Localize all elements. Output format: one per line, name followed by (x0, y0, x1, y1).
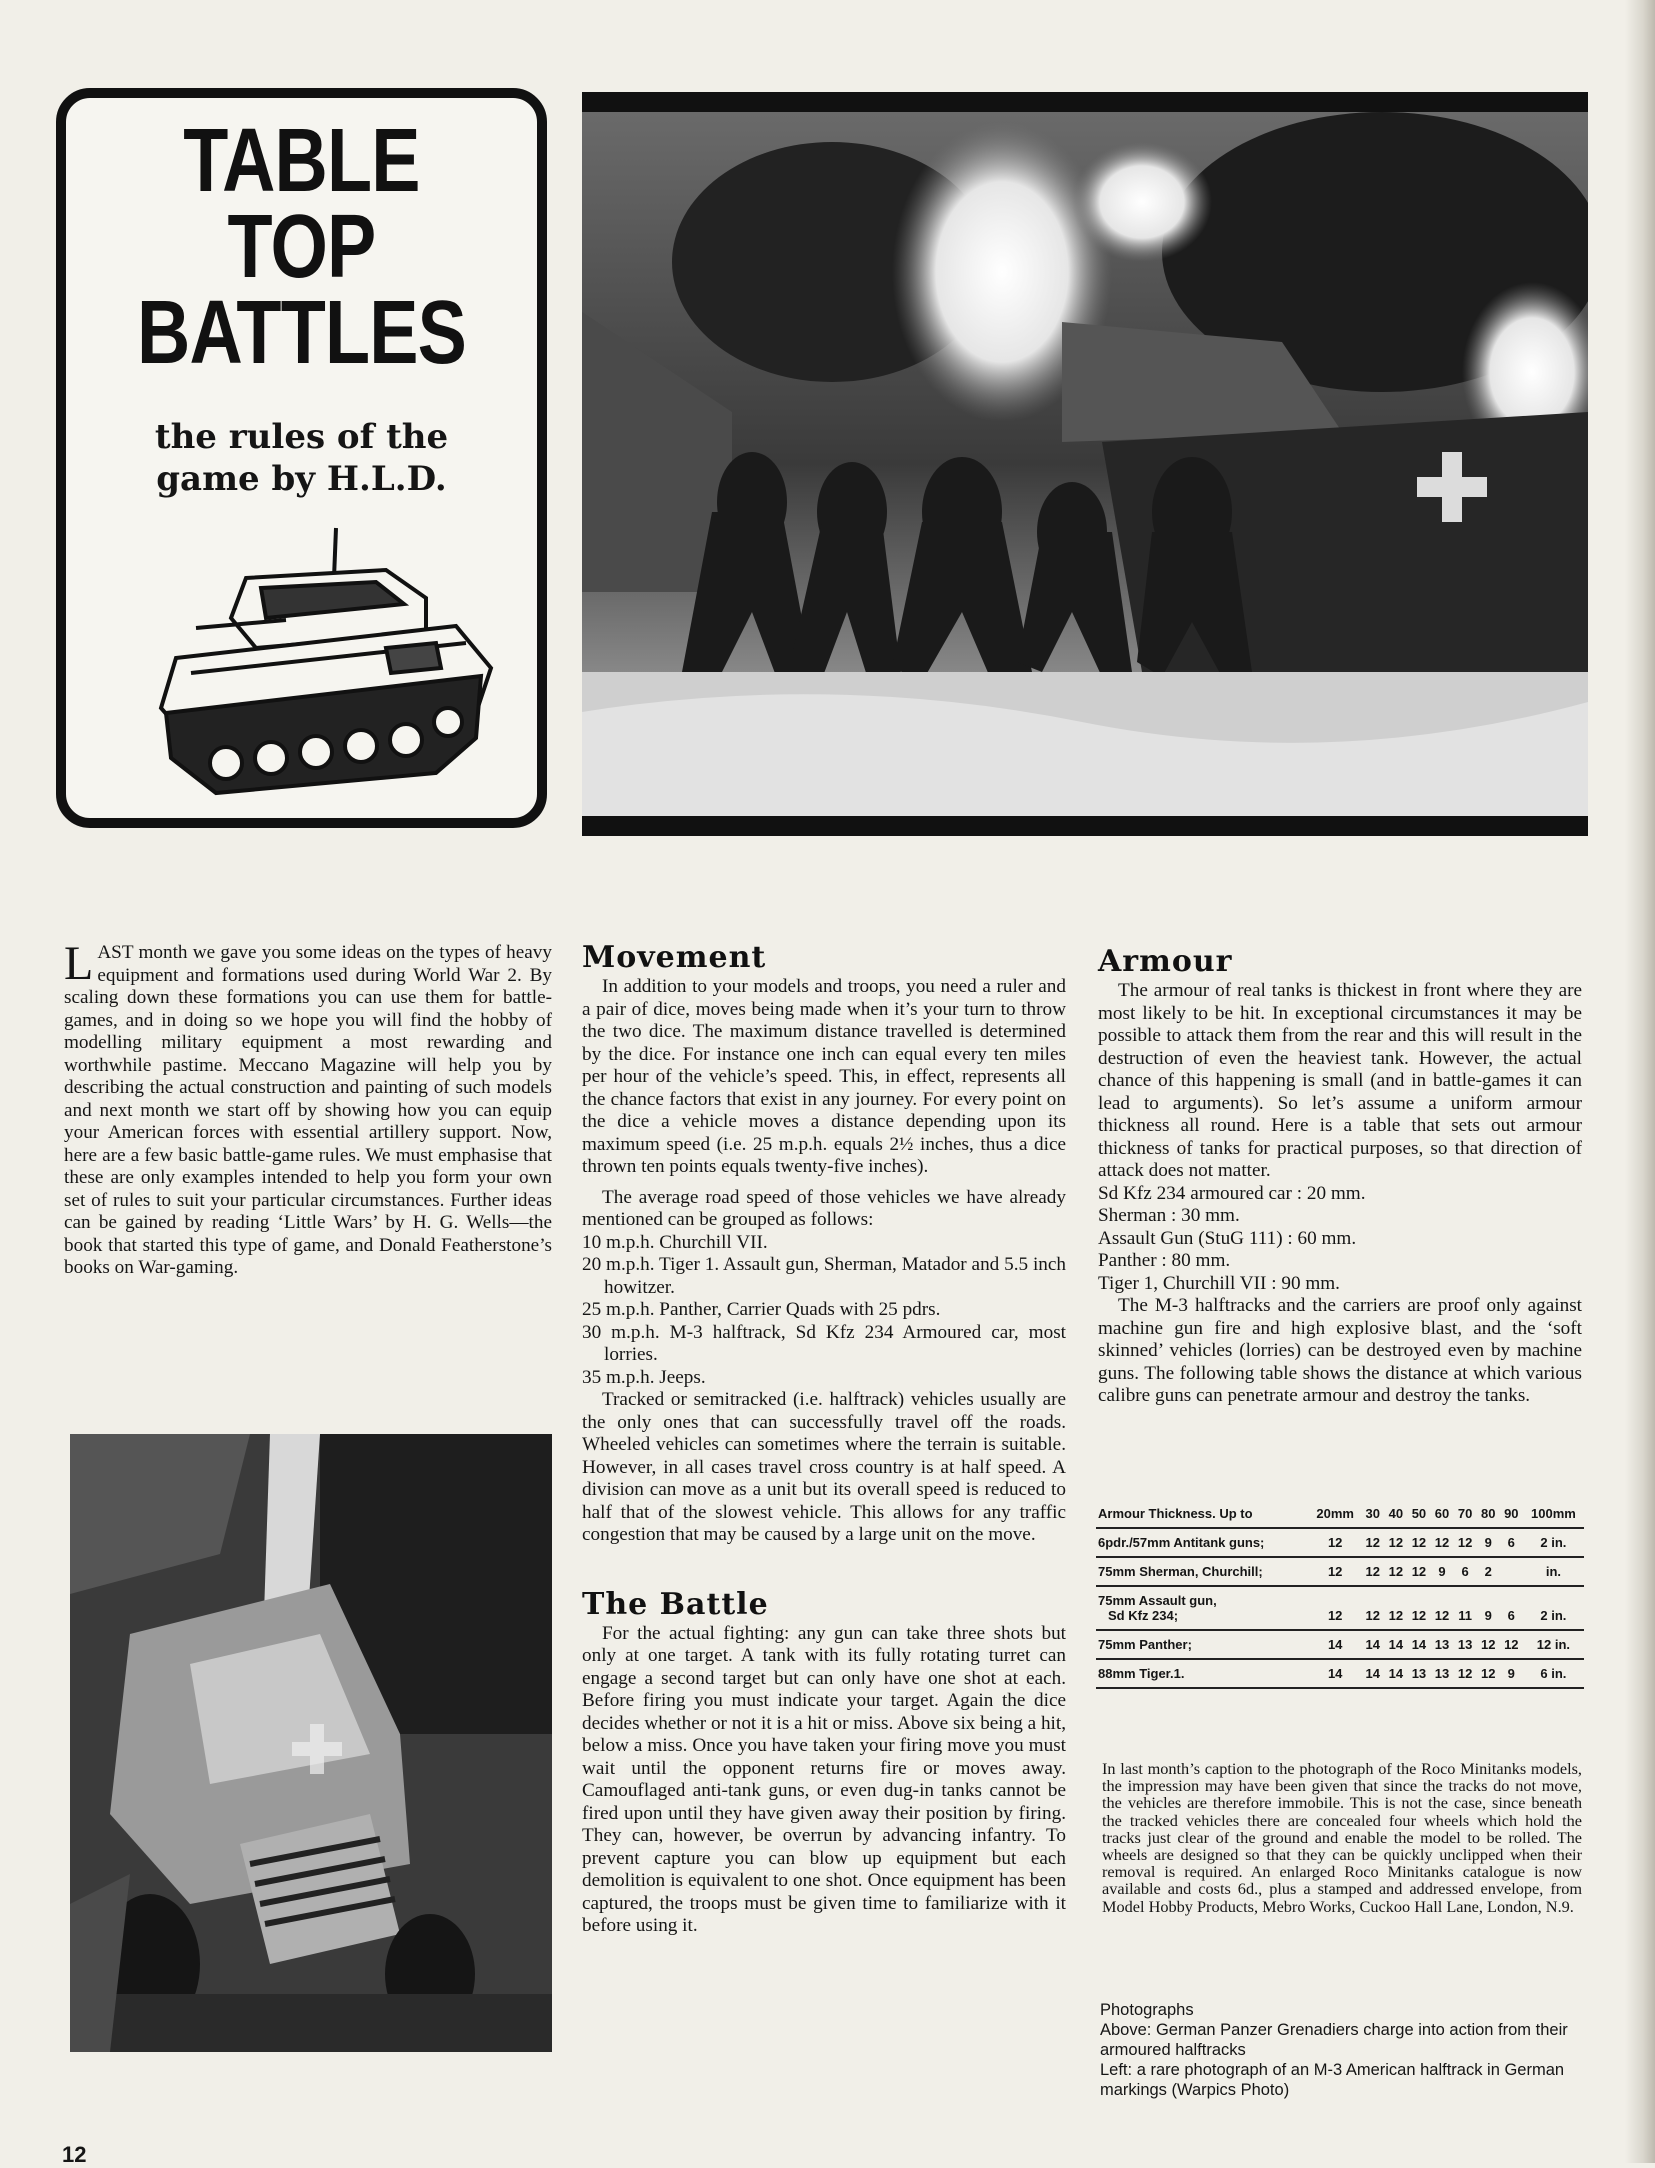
table-row (1096, 1659, 1584, 1688)
table-cell: 14 (1327, 1637, 1343, 1652)
table-cell: 12 (1504, 1637, 1519, 1652)
table-gun-cell (1096, 1586, 1309, 1630)
table-cell: 14 (1327, 1666, 1343, 1681)
table-cell: 12 (1388, 1535, 1404, 1550)
intro-paragraph (64, 937, 552, 1280)
table-cell: 2 (1484, 1564, 1492, 1579)
table-cell: 12 (1365, 1535, 1380, 1550)
battle-paragraph-1: For the actual fighting: any gun can take three shots but only at one target. A tank with its fully rotating turret can engage a second target but can only have one shot at each. Before firing you must indicate your target. Again the dice decides whether or not it is a hit or miss. Above six being a hit, below a miss. Once you have taken your firing move you must wait until the opponent returns fire or moves away. Camouflaged anti-tank guns, or even dug-in tanks cannot be fired upon until they have given away their position by firing. They can, however, be overrun by advancing infantry. To prevent capture you can blow up equipment but each demolition is equivalent to one shot. Once equipment has been captured, the troops must be given time to familiarize with it before using it. (582, 1622, 1066, 1936)
top-photo-panzer-grenadiers (582, 92, 1588, 836)
table-cell: 6 (1461, 1564, 1469, 1579)
table-cell: 14 (1411, 1637, 1427, 1652)
table-cell: 12 (1457, 1535, 1473, 1550)
roco-correction-note: In last month’s caption to the photograph of the Roco Minitanks models, the impression may have been given that since the tracks do not move, the vehicles are therefore immobile. This is not the case, since beneath the tracked vehicles there are concealed four wheels which hold the tracks just clear of the ground and enable the model to be rolled. The wheels are designed so that they can be quickly unclipped when their removal is required. An enlarged Roco Minitanks catalogue is now available and costs 6d., plus a stamped and addressed envelope, from Model Hobby Products, Mebro Works, Cuckoo Hall Lane, London, N.9. (1102, 1759, 1582, 1916)
table-cell: 12 (1327, 1564, 1343, 1579)
page-number: 12 (62, 2142, 87, 2167)
battle-scene-image (582, 112, 1588, 816)
table-cell: 2 in. (1540, 1535, 1567, 1550)
table-col-header: 30 (1365, 1506, 1380, 1521)
table-cell: 12 (1327, 1608, 1343, 1623)
subtitle-line-2: game by H.L.D. (156, 459, 447, 499)
speed-item: 20 m.p.h. Tiger 1. Assault gun, Sherman, Matador and 5.5 inch howitzer. (582, 1254, 1066, 1298)
table-cell: 12 (1434, 1535, 1450, 1550)
table-cell: 9 (1484, 1608, 1492, 1623)
caption-above: Above: German Panzer Grenadiers charge into action from their armoured halftracks (1100, 2021, 1568, 2059)
table-col-header: 20mm (1316, 1506, 1354, 1521)
speed-item: 10 m.p.h. Churchill VII. (582, 1231, 768, 1253)
halftrack-image (70, 1434, 552, 2052)
drop-cap: L (64, 937, 94, 990)
page-title (108, 111, 494, 383)
table-row (1096, 1630, 1584, 1659)
movement-paragraph-1: In addition to your models and troops, you need a ruler and a pair of dice, moves being made when it’s your turn to throw the two dice. The maximum distance travelled is determined by the dice. For instance one inch can equal every ten miles per hour of the vehicle’s speed. This, in effect, represents all the chance factors that exist in any journey. For every point on the dice a vehicle moves a distance depending upon its maximum speed (i.e. 25 m.p.h. equals 2½ inches, thus a dice thrown ten points equals twenty-five inches). (582, 976, 1066, 1177)
thickness-item: Tiger 1, Churchill VII : 90 mm. (1098, 1272, 1340, 1294)
table-col-header: 50 (1411, 1506, 1427, 1521)
movement-paragraph-3: Tracked or semitracked (i.e. halftrack) vehicles usually are the only ones that can successfully travel off the roads. Wheeled vehicles can sometimes where the terrain is suitable. However, in all cases travel cross country is at half speed. A division can move as a unit but its overall speed is reduced to half that of the slowest vehicle. This allows for any traffic congestion that may be caused by a large unit on the move. (582, 1389, 1066, 1545)
table-col-header: 40 (1388, 1506, 1404, 1521)
intro-text: AST month we gave you some ideas on the types of heavy equipment and formations used during World War 2. By scaling down these formations you can use them for battle-games, and in doing so we hope you will find the hobby of modelling military equipment a most rewarding and worthwhile pastime. Meccano Magazine will help you by describing the actual construction and painting of such models and next month we start off by showing how you can equip your American forces with essential artillery support. Now, here are a few basic battle-game rules. We must emphasise that these are only examples intended to help you form your own set of rules to suit your particular circumstances. Further ideas can be gained by reading ‘Little Wars’ by H. G. Wells—the book that started this type of game, and Donald Featherstone’s books on War-gaming. (64, 942, 552, 1278)
table-gun-cell: 75mm Panther; (1098, 1637, 1192, 1652)
caption-left: Left: a rare photograph of an M-3 American halftrack in German markings (Warpics Photo) (1100, 2061, 1565, 2099)
armour-paragraph-2: The M-3 halftracks and the carriers are proof only against machine gun fire and high explosive blast, and the ‘soft skinned’ vehicles (lorries) can be destroyed even by machine guns. The following table shows the distance at which various calibre guns can penetrate armour and destroy the tanks. (1098, 1295, 1582, 1406)
table-gun-cell: 88mm Tiger.1. (1098, 1666, 1185, 1681)
table-row (1096, 1586, 1584, 1630)
table-header-row (1096, 1500, 1584, 1528)
table-cell: 9 (1438, 1564, 1446, 1579)
table-col-header: 100mm (1531, 1506, 1576, 1521)
table-gun-cell: 75mm Sherman, Churchill; (1098, 1564, 1263, 1579)
table-cell: 13 (1434, 1637, 1450, 1652)
movement-paragraph-2: The average road speed of those vehicles we have already mentioned can be grouped as follows: (582, 1186, 1066, 1230)
table-cell: 12 (1480, 1637, 1496, 1652)
gun-name-line-2: Sd Kfz 234; (1108, 1608, 1179, 1623)
speed-item: 35 m.p.h. Jeeps. (582, 1366, 706, 1388)
photo-captions (1100, 2000, 1584, 2100)
movement-heading: Movement (582, 940, 767, 975)
table-header-label: Armour Thickness. Up to (1098, 1506, 1253, 1521)
thickness-item: Sd Kfz 234 armoured car : 20 mm. (1098, 1182, 1366, 1204)
title-line-1: TABLE (183, 111, 420, 211)
table-row (1096, 1557, 1584, 1586)
table-col-header: 60 (1434, 1506, 1450, 1521)
captions-heading: Photographs (1100, 2001, 1194, 2019)
movement-column (582, 940, 1066, 1938)
table-cell: 9 (1507, 1666, 1515, 1681)
thickness-item: Assault Gun (StuG 111) : 60 mm. (1098, 1227, 1357, 1249)
table-cell: 13 (1457, 1637, 1473, 1652)
thickness-item: Panther : 80 mm. (1098, 1250, 1231, 1271)
table-cell: 6 in. (1540, 1666, 1567, 1681)
page-gutter-shadow (1625, 0, 1655, 2163)
photo-bottom-rule (582, 816, 1588, 836)
table-cell: 12 (1457, 1666, 1473, 1681)
table-cell: 12 (1388, 1608, 1404, 1623)
table-cell: 12 (1411, 1564, 1427, 1579)
title-line-3: BATTLES (136, 283, 467, 383)
table-cell: 12 in. (1536, 1637, 1571, 1652)
table-cell: 14 (1365, 1637, 1380, 1652)
table-cell: 9 (1484, 1535, 1492, 1550)
table-cell: 2 in. (1540, 1608, 1567, 1623)
title-box (56, 88, 547, 828)
table-cell: 12 (1388, 1564, 1404, 1579)
table-row (1096, 1528, 1584, 1557)
table-col-header: 80 (1480, 1506, 1496, 1521)
table-cell: 6 (1507, 1535, 1515, 1550)
armour-column (1098, 944, 1582, 1408)
bottom-photo-m3-halftrack (70, 1434, 552, 2052)
table-cell: 12 (1365, 1564, 1380, 1579)
table-cell: 12 (1327, 1535, 1343, 1550)
table-cell: 12 (1365, 1608, 1380, 1623)
table-col-header: 90 (1504, 1506, 1519, 1521)
table-cell: in. (1545, 1564, 1561, 1579)
subtitle (96, 416, 507, 500)
table-cell: 14 (1388, 1666, 1404, 1681)
table-cell: 12 (1434, 1608, 1450, 1623)
table-col-header: 70 (1457, 1506, 1473, 1521)
armour-heading: Armour (1098, 944, 1233, 979)
speed-item: 25 m.p.h. Panther, Carrier Quads with 25 pdrs. (582, 1299, 941, 1320)
table-cell: 14 (1388, 1637, 1404, 1652)
speed-item: 30 m.p.h. M-3 halftrack, Sd Kfz 234 Armoured car, most lorries. (582, 1321, 1066, 1365)
battle-heading: The Battle (582, 1586, 769, 1622)
table-cell: 14 (1365, 1666, 1380, 1681)
table-cell (1500, 1557, 1523, 1586)
intro-column (64, 937, 552, 1280)
thickness-item: Sherman : 30 mm. (1098, 1205, 1240, 1226)
subtitle-line-1: the rules of the (154, 417, 449, 457)
armour-paragraph-1: The armour of real tanks is thickest in front where they are most likely to be hit. In exceptional circumstances it may be possible to attack them from the rear and this will result in the destruction of even the heaviest tank. However, the actual chance of this happening is small (and in battle-games it can lead to arguments). So let’s assume a uniform armour thickness all round. Here is a table that sets out armour thickness of tanks for practical purposes, so that direction of attack does not matter. (1098, 980, 1582, 1181)
table-gun-cell: 6pdr./57mm Antitank guns; (1098, 1535, 1265, 1550)
table-cell: 12 (1480, 1666, 1496, 1681)
table-cell: 13 (1434, 1666, 1450, 1681)
table-cell: 13 (1411, 1666, 1427, 1681)
tank-illustration (136, 508, 506, 808)
gun-name-line-1: 75mm Assault gun, (1098, 1593, 1217, 1608)
table-cell: 12 (1411, 1535, 1427, 1550)
title-line-2: TOP (227, 197, 376, 297)
photo-top-rule (582, 92, 1588, 112)
table-cell: 12 (1411, 1608, 1427, 1623)
armour-penetration-table (1096, 1500, 1584, 1689)
table-cell: 11 (1458, 1608, 1472, 1623)
table-cell: 6 (1507, 1608, 1515, 1623)
